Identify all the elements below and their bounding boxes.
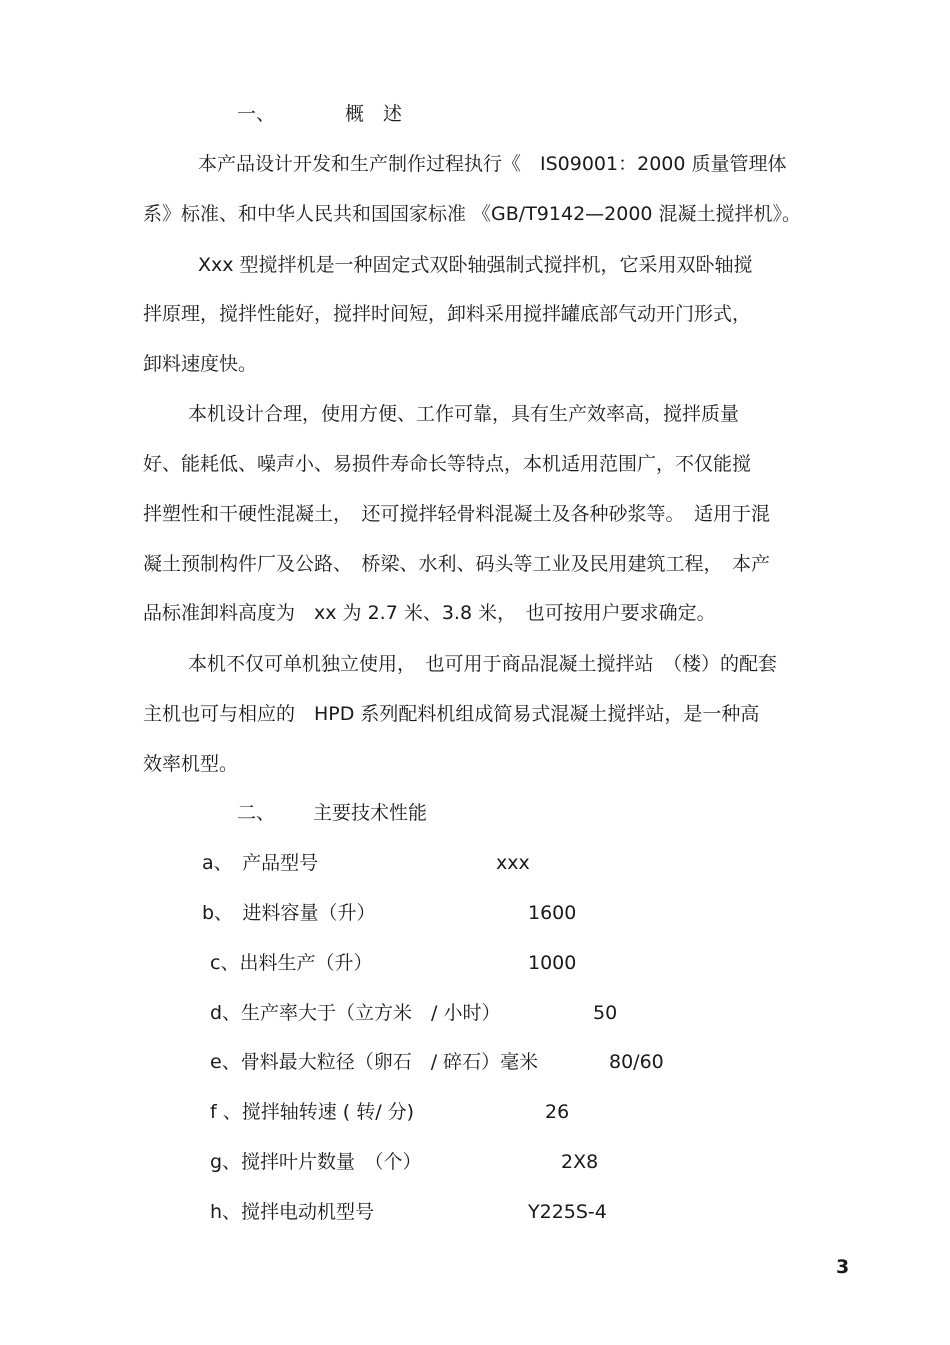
spec-label: c、出料生产（升） xyxy=(210,952,373,974)
spec-label: d、生产率大于（立方米 / 小时） xyxy=(210,1002,501,1024)
paragraph1-line2: 系》标准、和中华人民共和国国家标准 《GB/T9142—2000 混凝土搅拌机》。 xyxy=(143,203,802,225)
spec-label: g、搅拌叶片数量 （个） xyxy=(210,1151,422,1173)
paragraph3-line1: 本机设计合理，使用方便、工作可靠，具有生产效率高，搅拌质量 xyxy=(188,403,740,425)
section1-title: 概 述 xyxy=(345,103,403,125)
spec-label: b、 进料容量（升） xyxy=(202,902,376,924)
paragraph3-line5: 品标准卸料高度为 xx 为 2.7 米、3.8 米， 也可按用户要求确定。 xyxy=(143,602,716,624)
section2-title: 主要技术性能 xyxy=(313,802,428,824)
paragraph2-line2: 拌原理，搅拌性能好，搅拌时间短，卸料采用搅拌罐底部气动开门形式， xyxy=(143,303,752,325)
paragraph4-line1: 本机不仅可单机独立使用， 也可用于商品混凝土搅拌站 （楼）的配套 xyxy=(188,653,778,675)
spec-value: 26 xyxy=(545,1101,570,1123)
spec-label: e、骨料最大粒径（卵石 / 碎石）毫米 xyxy=(210,1051,539,1073)
section1-number: 一、 xyxy=(237,103,276,125)
paragraph4-line2: 主机也可与相应的 HPD 系列配料机组成简易式混凝土搅拌站，是一种高 xyxy=(143,703,760,725)
section2-number: 二、 xyxy=(237,802,276,824)
spec-value: 1000 xyxy=(528,952,577,974)
spec-value: 2X8 xyxy=(561,1151,599,1173)
paragraph4-line3: 效率机型。 xyxy=(143,753,239,775)
paragraph2-line1: Xxx 型搅拌机是一种固定式双卧轴强制式搅拌机，它采用双卧轴搅 xyxy=(198,254,753,276)
spec-value: Y225S-4 xyxy=(528,1201,607,1223)
spec-value: 50 xyxy=(593,1002,618,1024)
page-number: 3 xyxy=(836,1256,850,1278)
spec-value: 1600 xyxy=(528,902,577,924)
paragraph3-line3: 拌塑性和干硬性混凝土， 还可搅拌轻骨料混凝土及各种砂浆等。 适用于混 xyxy=(143,503,771,525)
spec-label: a、 产品型号 xyxy=(202,852,319,874)
spec-value: 80/60 xyxy=(609,1051,664,1073)
spec-label: f 、搅拌轴转速 ( 转/ 分) xyxy=(210,1101,415,1123)
spec-value: xxx xyxy=(496,852,530,874)
spec-label: h、搅拌电动机型号 xyxy=(210,1201,375,1223)
paragraph2-line3: 卸料速度快。 xyxy=(143,353,258,375)
paragraph3-line4: 凝土预制构件厂及公路、 桥梁、水利、码头等工业及民用建筑工程， 本产 xyxy=(143,553,771,575)
paragraph3-line2: 好、能耗低、噪声小、易损件寿命长等特点，本机适用范围广，不仅能搅 xyxy=(143,453,752,475)
paragraph1-line1: 本产品设计开发和生产制作过程执行《 IS09001：2000 质量管理体 xyxy=(198,153,787,175)
